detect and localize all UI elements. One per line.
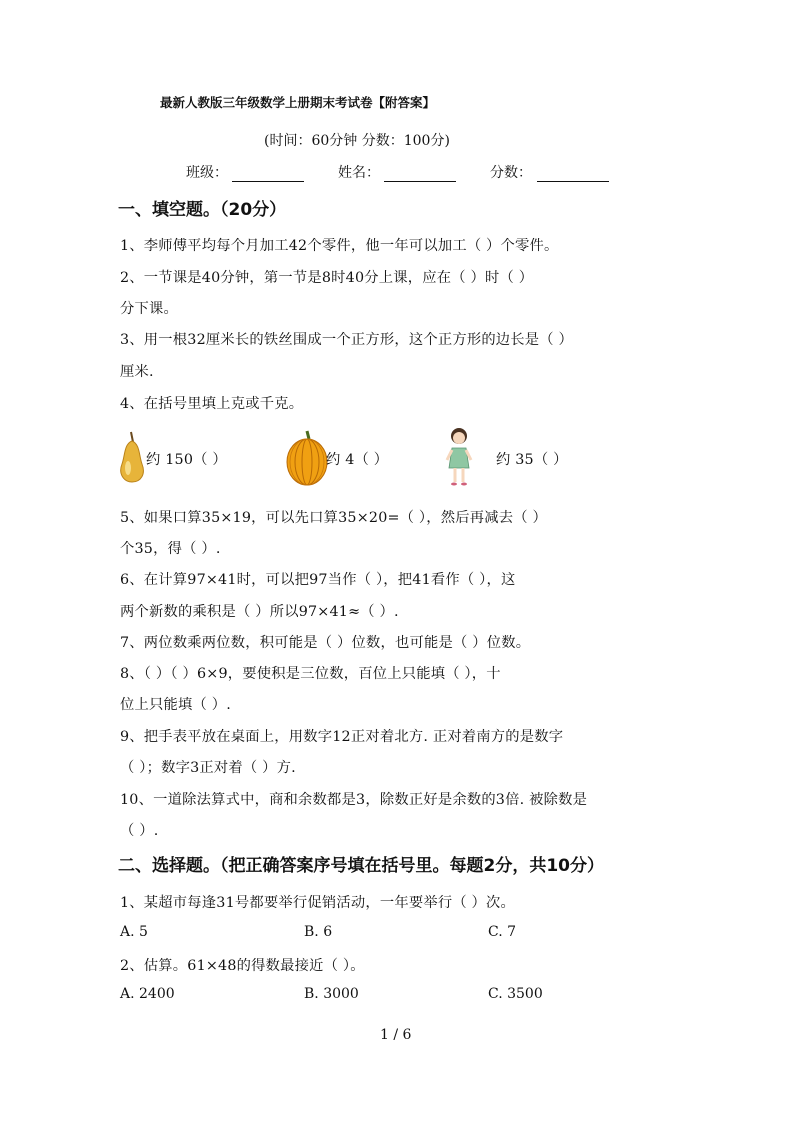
class-blank (232, 181, 304, 182)
pear-image (116, 428, 146, 484)
question-line: （ ）. (120, 823, 159, 839)
q4-item-pumpkin: 约 4（ ） (326, 452, 389, 468)
option-c: C. 3500 (488, 986, 543, 1002)
score-blank (537, 181, 609, 182)
pumpkin-image (285, 425, 329, 487)
score-label: 分数： (490, 165, 532, 181)
question-line: 个35，得（ ）. (120, 541, 221, 557)
question-line: 厘米. (120, 364, 154, 380)
question-line: （ ）；数字3正对着（ ）方. (120, 760, 296, 776)
question-line: 1、李师傅平均每个月加工42个零件，他一年可以加工（ ）个零件。 (120, 238, 559, 254)
girl-image (443, 426, 475, 488)
question-line: 8、（ ）（ ）6×9，要使积是三位数，百位上只能填（ ），十 (120, 666, 501, 682)
question-line: 位上只能填（ ）. (120, 697, 231, 713)
exam-subtitle: (时间：60分钟 分数：100分) (264, 133, 450, 149)
option-b: B. 6 (304, 924, 333, 940)
question-line: 两个新数的乘积是（ ）所以97×41≈（ ）. (120, 604, 399, 620)
question-line: 1、某超市每逢31号都要举行促销活动，一年要举行（ ）次。 (120, 895, 516, 911)
question-line: 10、一道除法算式中，商和余数都是3，除数正好是余数的3倍. 被除数是 (120, 792, 588, 808)
question-line: 2、一节课是40分钟，第一节是8时40分上课，应在（ ）时（ ） (120, 270, 534, 286)
section2-heading: 二、选择题。（把正确答案序号填在括号里。每题2分，共10分） (118, 856, 604, 876)
question-line: 5、如果口算35×19，可以先口算35×20=（ ），然后再减去（ ） (120, 510, 547, 526)
q4-item-pear: 约 150（ ） (146, 452, 227, 468)
option-b: B. 3000 (304, 986, 359, 1002)
question-line: 9、把手表平放在桌面上，用数字12正对着北方. 正对着南方的是数字 (120, 729, 564, 745)
question-line: 7、两位数乘两位数，积可能是（ ）位数，也可能是（ ）位数。 (120, 635, 531, 651)
question-line: 3、用一根32厘米长的铁丝围成一个正方形，这个正方形的边长是（ ） (120, 332, 574, 348)
question-line: 6、在计算97×41时，可以把97当作（ ），把41看作（ ），这 (120, 572, 516, 588)
name-blank (384, 181, 456, 182)
class-label: 班级： (186, 165, 228, 181)
option-a: A. 2400 (120, 986, 175, 1002)
question-line: 分下课。 (120, 301, 178, 317)
section1-heading: 一、填空题。（20分） (118, 200, 287, 220)
question-line: 2、估算。61×48的得数最接近（ ）。 (120, 958, 365, 974)
q4-item-girl: 约 35（ ） (496, 452, 568, 468)
option-c: C. 7 (488, 924, 517, 940)
option-a: A. 5 (120, 924, 148, 940)
name-label: 姓名： (338, 165, 380, 181)
page-number: 1 / 6 (380, 1027, 412, 1043)
question-line: 4、在括号里填上克或千克。 (120, 396, 304, 412)
exam-title: 最新人教版三年级数学上册期末考试卷【附答案】 (160, 95, 436, 110)
